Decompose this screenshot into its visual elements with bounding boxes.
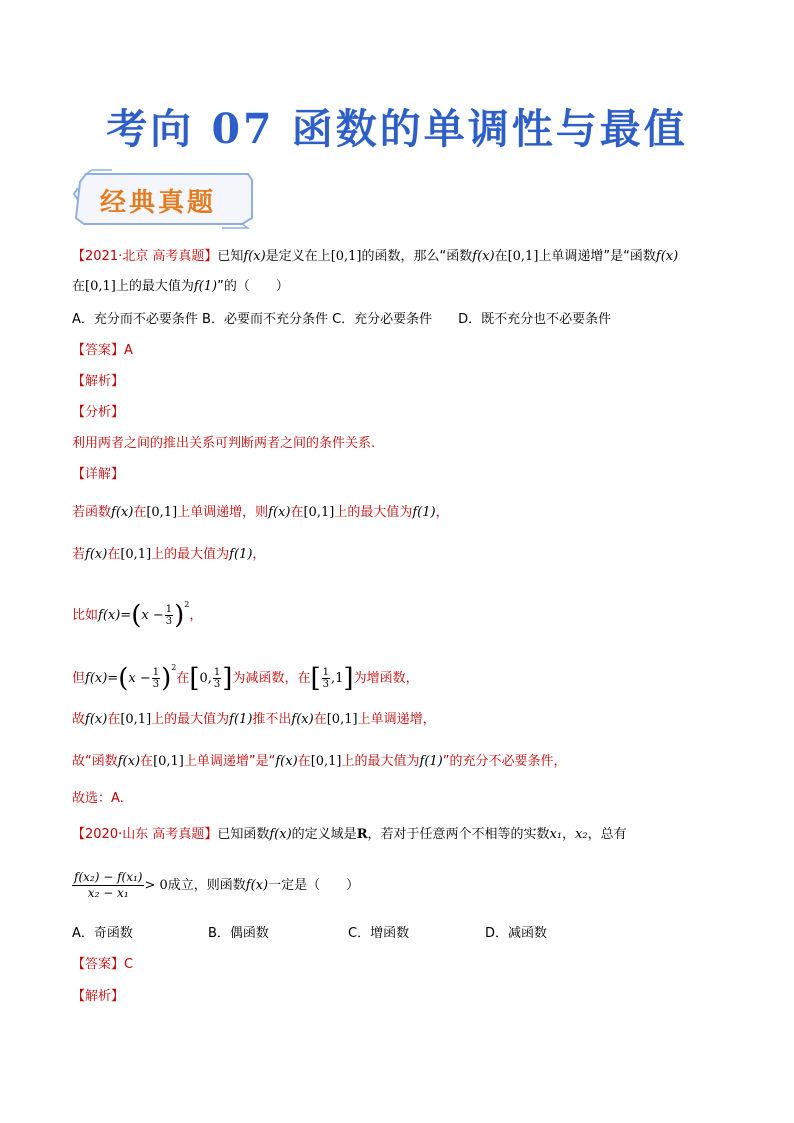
section-banner bbox=[72, 168, 258, 230]
q1-detail-line2: 若f(x)在[0,1]上的最大值为f(1)， bbox=[72, 547, 266, 562]
q1-detail-line6: 故“函数f(x)在[0,1]上单调递增”是“f(x)在[0,1]上的最大值为f(1)”的充分不必要条件， bbox=[72, 754, 567, 769]
q1-detail-line4: 但f(x)=(x − $\frac{1}{3}$ )$^2$在[0, $\frac{1}{3}$ ]为减函数，在[ $\frac{1}{3}$ ,1]为增函数， bbox=[72, 663, 419, 694]
q1-stem-line1: 【2021·北京 高考真题】已知f(x)是定义在上[0,1]的函数，那么“函数f(x)在[0,1]上单调递增”是“函数f(x) bbox=[72, 249, 679, 264]
q1-answer: 【答案】A bbox=[72, 343, 133, 358]
q2-answer: 【答案】C bbox=[72, 957, 134, 972]
q2-option-a: A．奇函数 bbox=[72, 926, 133, 941]
q1-source: 【2021·北京 高考真题】 bbox=[72, 249, 218, 264]
q1-fenxi-text: 利用两者之间的推出关系可判断两者之间的条件关系. bbox=[72, 436, 376, 451]
q1-choose: 故选：A. bbox=[72, 791, 124, 806]
q1-analysis-label: 【解析】 bbox=[72, 374, 125, 389]
q1-detail-label: 【详解】 bbox=[72, 467, 125, 482]
q1-fenxi-label: 【分析】 bbox=[72, 405, 125, 420]
q1-detail-line1: 若函数f(x)在[0,1]上单调递增，则f(x)在[0,1]上的最大值为f(1)， bbox=[72, 505, 449, 520]
q2-option-b: B．偶函数 bbox=[208, 926, 269, 941]
q1-detail-line3: 比如f(x)=(x − $\frac{1}{3}$ )$^2$， bbox=[72, 600, 203, 631]
q1-stem-line2: 在[0,1]上的最大值为f(1)”的（ ） bbox=[72, 279, 289, 294]
q1-detail-line5: 故f(x)在[0,1]上的最大值为f(1)推不出f(x)在[0,1]上单调递增， bbox=[72, 712, 436, 727]
page-title: 考向 07 函数的单调性与最值 bbox=[106, 105, 688, 153]
banner-title: 经典真题 bbox=[100, 188, 217, 218]
q2-stem-line1: 【2020·山东 高考真题】已知函数f(x)的定义域是R，若对于任意两个不相等的实数x₁，x₂，总有 bbox=[72, 827, 627, 842]
q2-analysis-label: 【解析】 bbox=[72, 989, 125, 1004]
q2-option-d: D．减函数 bbox=[485, 926, 548, 941]
q2-source: 【2020·山东 高考真题】 bbox=[72, 827, 218, 842]
q2-stem-line2: $\frac{\text{f(x₂) − f(x₁)}}{\text{x₂ − x₁}}$ > 0成立，则函数f(x)一定是（ ） bbox=[74, 870, 360, 900]
q1-options: A．充分而不必要条件 B．必要而不充分条件 C．充分必要条件 D．既不充分也不必要条件 bbox=[72, 312, 612, 327]
q2-option-c: C．增函数 bbox=[348, 926, 410, 941]
